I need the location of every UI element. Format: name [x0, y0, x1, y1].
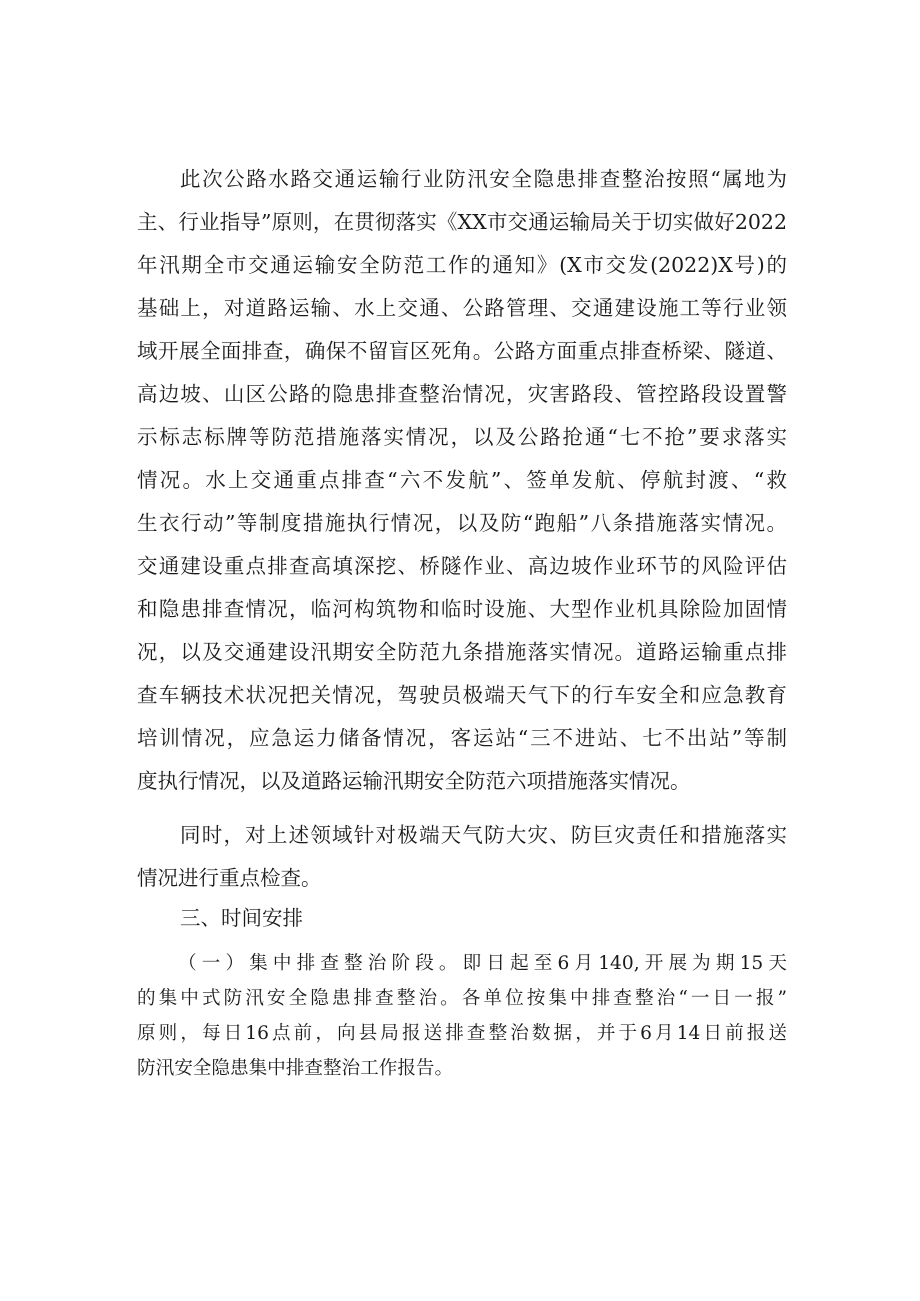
- text-line: 同时，对上述领域针对极端天气防大灾、防巨灾责任和措施落实: [180, 823, 787, 847]
- text-line: 度执行情况，以及道路运输汛期安全防范六项措施落实情况。: [137, 769, 691, 793]
- text-line: 示标志标牌等防范措施落实情况，以及公路抢通“七不抢”要求落实: [137, 425, 787, 449]
- text-line: 生衣行动”等制度措施执行情况，以及防“跑船”八条措施落实情况。: [137, 511, 787, 535]
- text-line: 培训情况，应急运力储备情况，客运站“三不进站、七不出站”等制: [137, 726, 787, 750]
- text-line: 情况。水上交通重点排查“六不发航”、签单发航、停航封渡、“救: [137, 468, 787, 492]
- text-line: 年汛期全市交通运输安全防范工作的通知》(X市交发(2022)X号)的: [137, 253, 787, 277]
- text-line: 的集中式防汛安全隐患排查整治。各单位按集中排查整治“一日一报”: [137, 988, 787, 1009]
- section-heading: 三、时间安排: [180, 906, 303, 930]
- text-line: 基础上，对道路运输、水上交通、公路管理、交通建设施工等行业领: [137, 296, 787, 320]
- text-line: 交通建设重点排查高填深挖、桥隧作业、高边坡作业环节的风险评估: [137, 554, 787, 578]
- text-line: 高边坡、山区公路的隐患排查整治情况，灾害路段、管控路段设置警: [137, 382, 787, 406]
- text-line: 况，以及交通建设汛期安全防范九条措施落实情况。道路运输重点排: [137, 640, 787, 664]
- text-line: 和隐患排查情况，临河构筑物和临时设施、大型作业机具除险加固情: [137, 597, 787, 621]
- text-line: 主、行业指导”原则，在贯彻落实《XX市交通运输局关于切实做好2022: [137, 210, 787, 234]
- text-line: 情况进行重点检查。: [137, 866, 322, 890]
- text-line: 域开展全面排查，确保不留盲区死角。公路方面重点排查桥梁、隧道、: [137, 339, 787, 363]
- text-line: （一）集中排查整治阶段。即日起至6月140,开展为期15天: [178, 953, 787, 974]
- text-line: 此次公路水路交通运输行业防汛安全隐患排查整治按照“属地为: [180, 167, 787, 191]
- text-line: 查车辆技术状况把关情况，驾驶员极端天气下的行车安全和应急教育: [137, 683, 787, 707]
- text-line: 原则，每日16点前，向县局报送排查整治数据，并于6月14日前报送: [137, 1023, 787, 1044]
- text-line: 防汛安全隐患集中排查整治工作报告。: [137, 1058, 454, 1079]
